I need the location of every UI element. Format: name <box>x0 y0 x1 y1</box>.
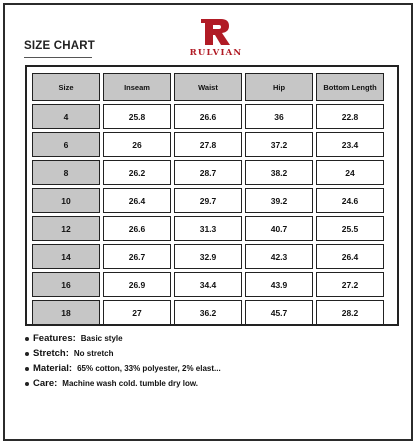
size-cell: 4 <box>32 104 100 129</box>
header-bottom-length: Bottom Length <box>316 73 384 101</box>
table-row <box>32 216 384 241</box>
brand-logo <box>180 17 252 65</box>
bottom-length-cell: 24 <box>316 160 384 185</box>
bullet-icon <box>25 352 29 356</box>
waist-cell: 28.7 <box>174 160 242 185</box>
hip-cell: 42.3 <box>245 244 313 269</box>
table-row <box>32 104 384 129</box>
detail-key: Stretch: <box>33 348 69 359</box>
bottom-length-cell: 27.2 <box>316 272 384 297</box>
table-row <box>32 300 384 325</box>
bullet-icon <box>25 337 29 341</box>
size-cell: 16 <box>32 272 100 297</box>
size-cell: 12 <box>32 216 100 241</box>
header-inseam: Inseam <box>103 73 171 101</box>
title-underline <box>24 57 92 58</box>
detail-key: Features: <box>33 333 76 344</box>
waist-cell: 26.6 <box>174 104 242 129</box>
inseam-cell: 27 <box>103 300 171 325</box>
hip-cell: 43.9 <box>245 272 313 297</box>
page-title: SIZE CHART <box>24 40 95 52</box>
hip-cell: 38.2 <box>245 160 313 185</box>
hip-cell: 40.7 <box>245 216 313 241</box>
waist-cell: 27.8 <box>174 132 242 157</box>
waist-cell: 29.7 <box>174 188 242 213</box>
bottom-length-cell: 22.8 <box>316 104 384 129</box>
hip-cell: 45.7 <box>245 300 313 325</box>
header-waist: Waist <box>174 73 242 101</box>
header-size: Size <box>32 73 100 101</box>
table-row <box>32 132 384 157</box>
table-row <box>32 272 384 297</box>
brand-name: RULVIAN <box>189 48 243 58</box>
size-cell: 14 <box>32 244 100 269</box>
hip-cell: 37.2 <box>245 132 313 157</box>
size-cell: 8 <box>32 160 100 185</box>
size-chart-card <box>3 3 413 441</box>
inseam-cell: 25.8 <box>103 104 171 129</box>
inseam-cell: 26.7 <box>103 244 171 269</box>
hip-cell: 36 <box>245 104 313 129</box>
size-table <box>29 70 387 328</box>
hip-cell: 39.2 <box>245 188 313 213</box>
size-table-frame <box>25 65 399 326</box>
detail-value: No stretch <box>73 349 114 358</box>
detail-stretch <box>25 346 221 361</box>
brand-logo-icon <box>199 17 233 47</box>
inseam-cell: 26.2 <box>103 160 171 185</box>
table-row <box>32 244 384 269</box>
bullet-icon <box>25 382 29 386</box>
product-details <box>25 331 221 391</box>
detail-value: 65% cotton, 33% polyester, 2% elast... <box>77 364 221 373</box>
detail-value: Basic style <box>80 334 123 343</box>
bottom-length-cell: 24.6 <box>316 188 384 213</box>
inseam-cell: 26.4 <box>103 188 171 213</box>
inseam-cell: 26.9 <box>103 272 171 297</box>
size-cell: 18 <box>32 300 100 325</box>
table-header-row <box>32 73 384 101</box>
bottom-length-cell: 25.5 <box>316 216 384 241</box>
header-hip: Hip <box>245 73 313 101</box>
detail-value: Machine wash cold. tumble dry low. <box>62 379 199 388</box>
waist-cell: 36.2 <box>174 300 242 325</box>
waist-cell: 32.9 <box>174 244 242 269</box>
bottom-length-cell: 23.4 <box>316 132 384 157</box>
waist-cell: 34.4 <box>174 272 242 297</box>
detail-material <box>25 361 221 376</box>
size-cell: 6 <box>32 132 100 157</box>
size-cell: 10 <box>32 188 100 213</box>
table-row <box>32 160 384 185</box>
waist-cell: 31.3 <box>174 216 242 241</box>
bullet-icon <box>25 367 29 371</box>
detail-care <box>25 376 221 391</box>
detail-key: Material: <box>33 363 73 374</box>
bottom-length-cell: 26.4 <box>316 244 384 269</box>
detail-key: Care: <box>33 378 58 389</box>
inseam-cell: 26 <box>103 132 171 157</box>
detail-features <box>25 331 221 346</box>
table-row <box>32 188 384 213</box>
inseam-cell: 26.6 <box>103 216 171 241</box>
bottom-length-cell: 28.2 <box>316 300 384 325</box>
